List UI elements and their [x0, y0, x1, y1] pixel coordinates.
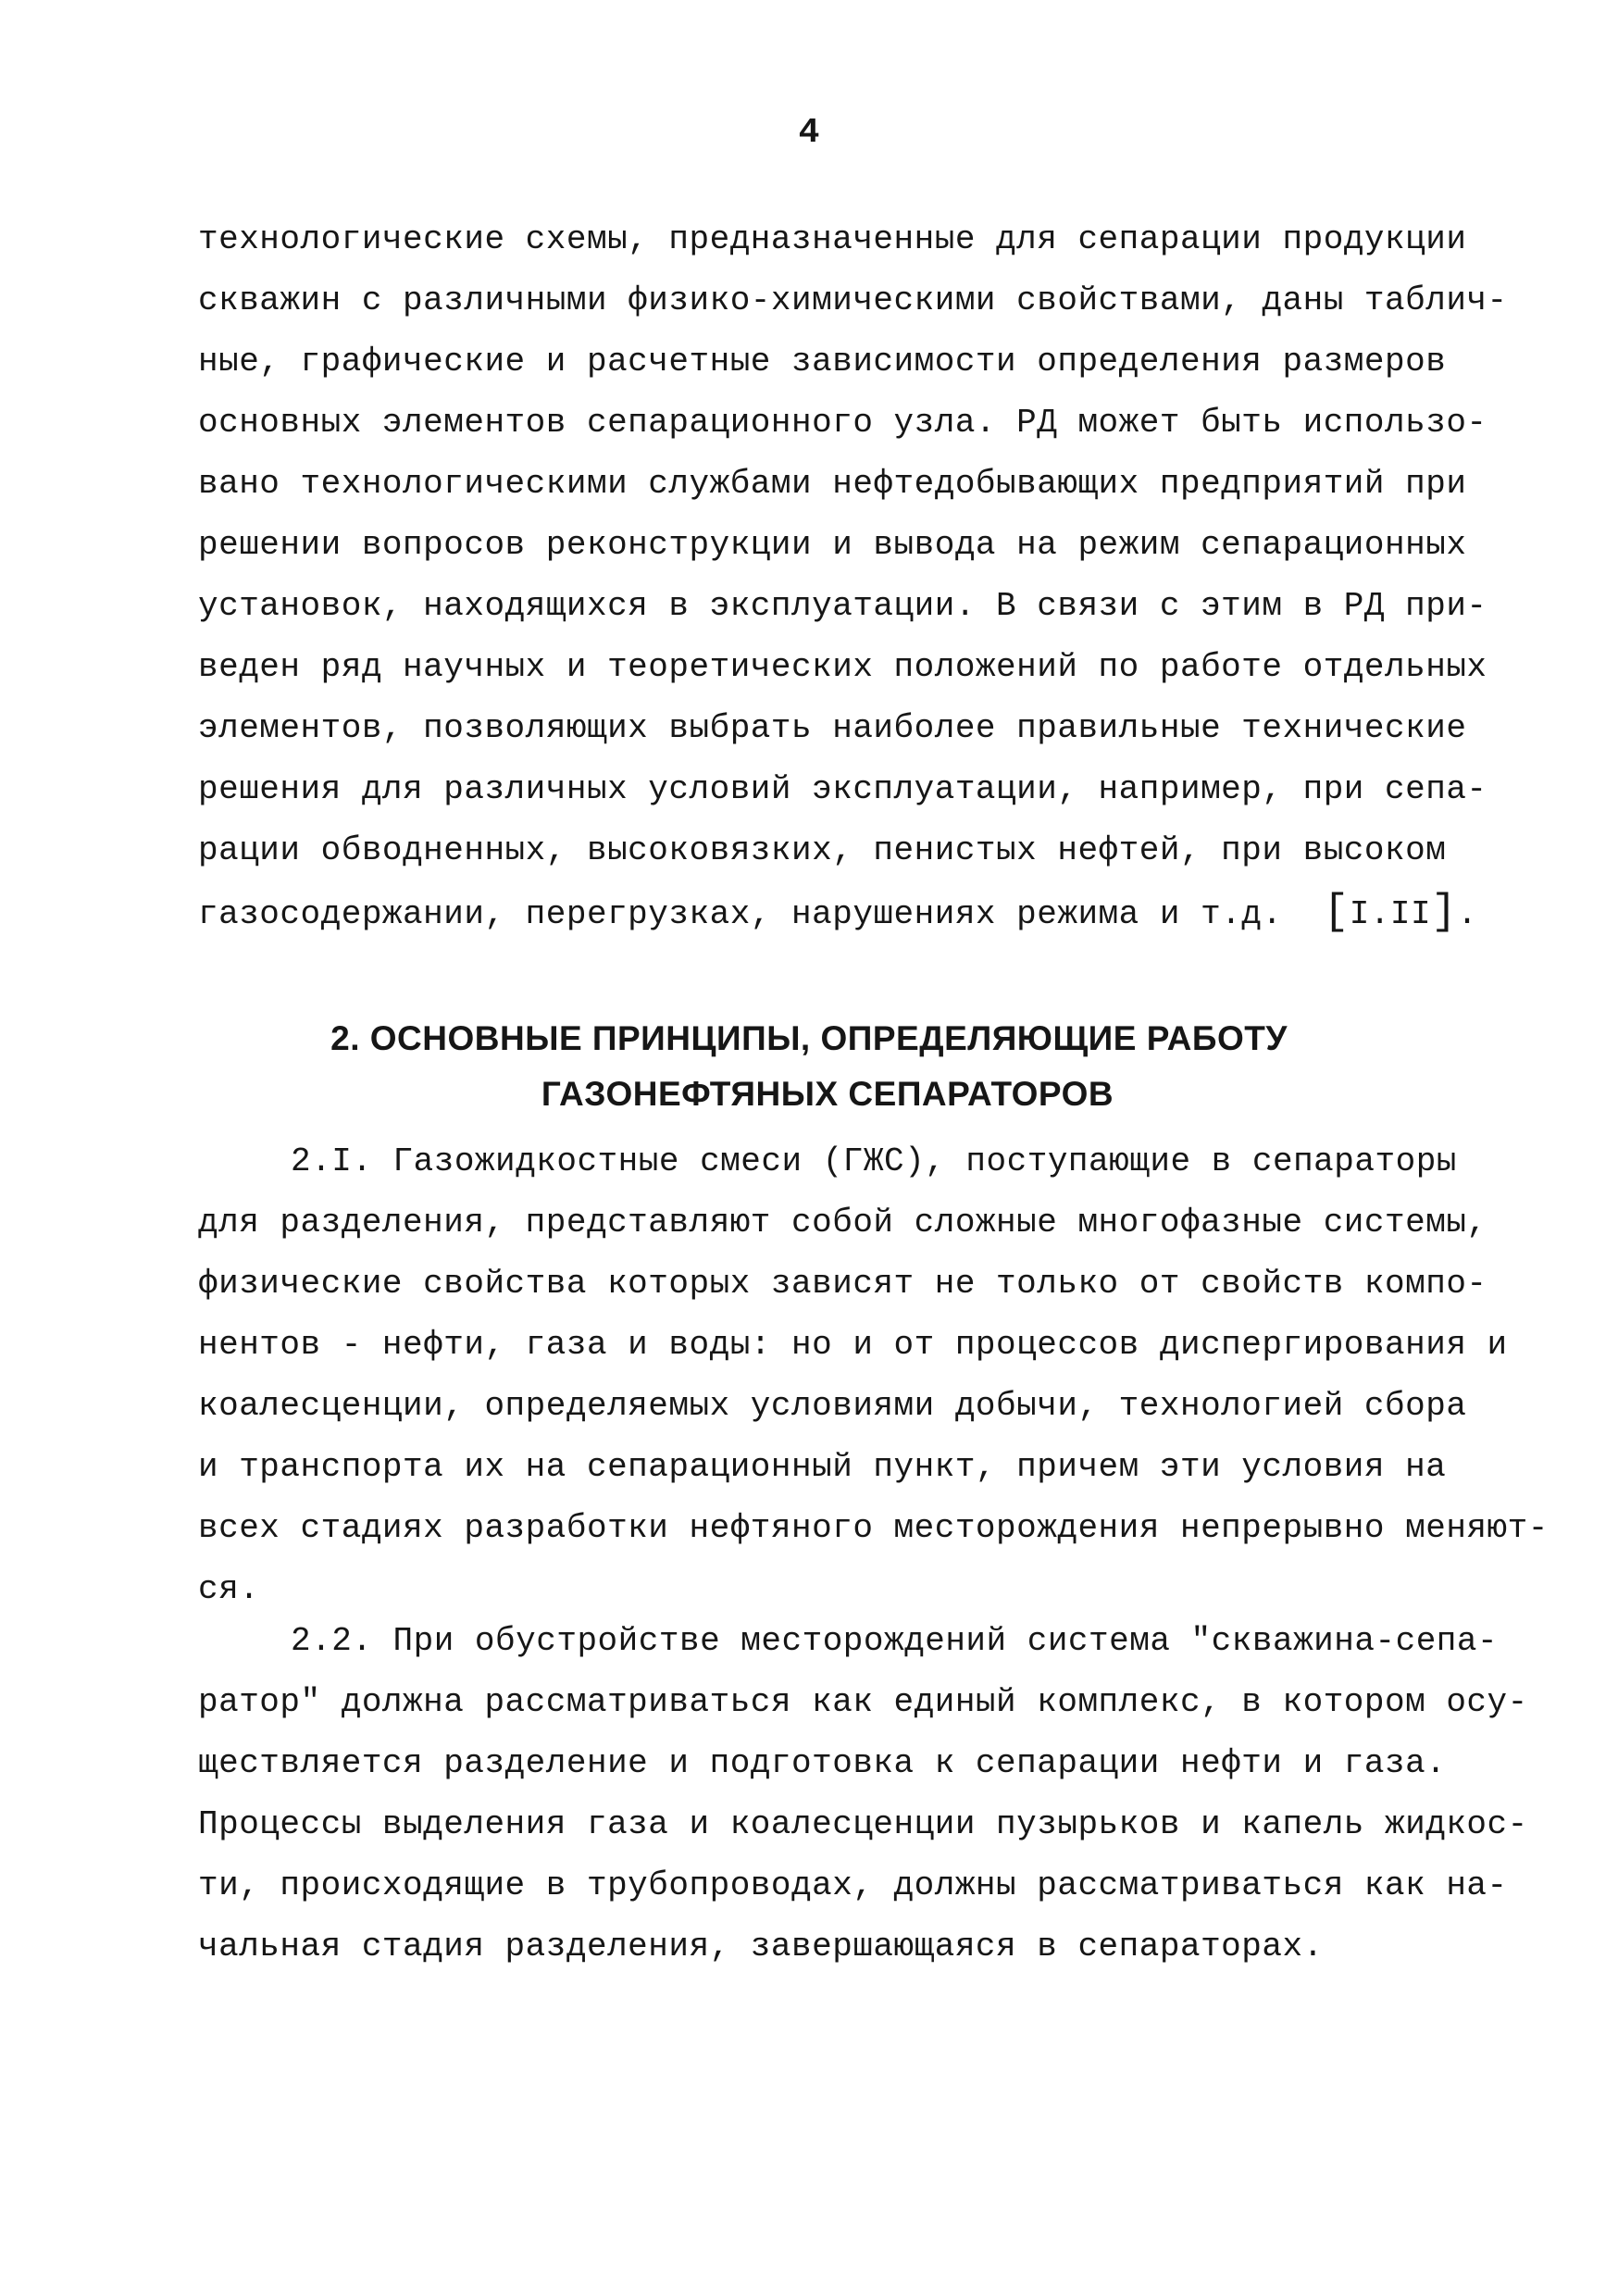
intro-paragraph [198, 209, 1508, 942]
text-line-last: ся. [198, 1570, 260, 1608]
text-line-last: чальная стадия разделения, завершающаяся в сепараторах. [198, 1928, 1324, 1965]
text-line: нентов - нефти, газа и воды: но и от процессов диспергирования и [198, 1326, 1508, 1364]
text-line: 2.I. Газожидкостные смеси (ГЖС), поступающие в сепараторы [291, 1142, 1457, 1180]
text-line: и транспорта их на сепарационный пункт, причем эти условия на [198, 1448, 1447, 1486]
paragraph-2-2 [198, 1611, 1528, 1978]
text-line: ти, происходящие в трубопроводах, должны рассматриваться как на- [198, 1866, 1508, 1904]
text-line: коалесценции, определяемых условиями добычи, технологией сбора [198, 1387, 1467, 1425]
text-line: скважин с различными физико-химическими свойствами, даны таблич- [198, 281, 1508, 319]
text-line: веден ряд научных и теоретических положений по работе отдельных [198, 648, 1487, 686]
section-title-line-1: 2. ОСНОВНЫЕ ПРИНЦИПЫ, ОПРЕДЕЛЯЮЩИЕ РАБОТУ [330, 1019, 1288, 1057]
text-line: элементов, позволяющих выбрать наиболее правильные технические [198, 709, 1467, 747]
text-line: технологические схемы, предназначенные для сепарации продукции [198, 220, 1467, 258]
text-line: рации обводненных, высоковязких, пенистых нефтей, при высоком [198, 831, 1447, 869]
paragraph-2-1 [198, 1131, 1549, 1620]
text-line: ратор" должна рассматриваться как единый комплекс, в котором осу- [198, 1683, 1528, 1721]
text-line: ные, графические и расчетные зависимости определения размеров [198, 343, 1447, 381]
text-line: 2.2. При обустройстве месторождений система "скважина-сепа- [291, 1622, 1499, 1660]
text-line: основных элементов сепарационного узла. РД может быть использо- [198, 404, 1487, 442]
text-line: всех стадиях разработки нефтяного месторождения непрерывно меняют- [198, 1509, 1549, 1547]
text-line: ществляется разделение и подготовка к сепарации нефти и газа. [198, 1744, 1447, 1782]
text-line: для разделения, представляют собой сложные многофазные системы, [198, 1204, 1487, 1242]
text-line: решении вопросов реконструкции и вывода на режим сепарационных [198, 526, 1467, 564]
text-line: Процессы выделения газа и коалесценции пузырьков и капель жидкос- [198, 1805, 1528, 1843]
text-line-content: газосодержании, перегрузках, нарушениях режима и т.д. [198, 895, 1283, 933]
text-line: вано технологическими службами нефтедобывающих предприятий при [198, 465, 1467, 503]
text-line: установок, находящихся в эксплуатации. В связи с этим в РД при- [198, 587, 1487, 625]
text-line: решения для различных условий эксплуатации, например, при сепа- [198, 770, 1487, 808]
page-number: 4 [798, 113, 820, 153]
section-title-line-2: ГАЗОНЕФТЯНЫХ СЕПАРАТОРОВ [541, 1075, 1114, 1113]
section-title [0, 1011, 1618, 1122]
text-line: физические свойства которых зависят не только от свойств компо- [198, 1265, 1487, 1303]
text-line-last [198, 881, 1478, 942]
reference-number: I.II [1349, 895, 1432, 933]
reference-citation: [I.II]. [1323, 888, 1478, 936]
